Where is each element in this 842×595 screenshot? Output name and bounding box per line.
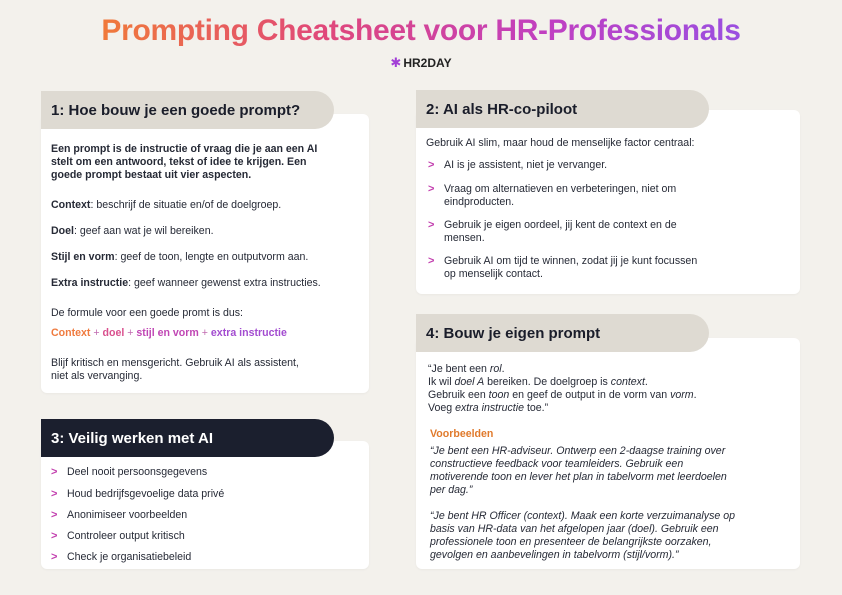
s3-bullet-3: > Anonimiseer voorbeelden (51, 509, 188, 521)
section-4-heading: 4: Bouw je eigen prompt (416, 314, 709, 352)
chevron-right-icon: > (428, 159, 435, 171)
s4-examples-label: Voorbeelden (430, 428, 494, 440)
s1-formula-intro: De formule voor een goede promt is dus: (51, 307, 243, 319)
section-1-heading: 1: Hoe bouw je een goede prompt? (41, 91, 334, 129)
chevron-right-icon: > (428, 219, 435, 231)
s3-bullet-5: > Check je organisatiebeleid (51, 551, 192, 563)
s2-bullet-4: > Gebruik AI om tijd te winnen, zodat jij je kunt focussen op menselijk contact. (428, 255, 698, 280)
chevron-right-icon: > (428, 255, 435, 267)
s2-intro: Gebruik AI slim, maar houd de menselijke factor centraal: (426, 137, 695, 149)
s4-example-1: “Je bent een HR-adviseur. Ontwerp een 2-daagse training over constructieve feedback voor teamleiders. Gebruik een motiverende toon en lever het plan in tabelvorm met leerdoelen per dag.” (430, 445, 727, 496)
chevron-right-icon: > (51, 551, 58, 563)
s3-bullet-2: > Houd bedrijfsgevoelige data privé (51, 488, 225, 500)
section-2-heading: 2: AI als HR-co-piloot (416, 90, 709, 128)
page-title: Prompting Cheatsheet voor HR-Professionals (101, 14, 741, 47)
s4-example-2: “Je bent HR Officer (context). Maak een korte verzuimanalyse op basis van HR-data van het afgelopen jaar (doel). Gebruik een professionele toon en presenteer de belangrijkste oorzaken, gevolgen en aanbevelingen in tabelvorm (stijl/vorm).” (430, 510, 735, 561)
chevron-right-icon: > (51, 488, 58, 500)
chevron-right-icon: > (51, 509, 58, 521)
chevron-right-icon: > (428, 183, 435, 195)
s1-item-context: Context: beschrijf de situatie en/of de doelgroep. (51, 199, 282, 211)
chevron-right-icon: > (51, 466, 58, 478)
section-3-card (41, 441, 369, 569)
s2-bullet-1: > AI is je assistent, niet je vervanger. (428, 159, 608, 171)
s4-template: “Je bent een rol. Ik wil doel A bereiken. De doelgroep is context. Gebruik een toon en geef de output in de vorm van vorm. Voeg extra instructie toe.” (428, 363, 697, 414)
hr2day-logo-icon: ✱ (390, 55, 402, 70)
s1-item-extra: Extra instructie: geef wanneer gewenst extra instructies. (51, 277, 321, 289)
s1-formula: Context + doel + stijl en vorm + extra instructie (51, 327, 287, 339)
s3-bullet-4: > Controleer output kritisch (51, 530, 185, 542)
s1-intro: Een prompt is de instructie of vraag die je aan een AI stelt om een antwoord, tekst of idee te krijgen. Een goede prompt bestaat uit vier aspecten. (51, 143, 318, 181)
section-3-heading: 3: Veilig werken met AI (41, 419, 334, 457)
s3-bullet-1: > Deel nooit persoonsgegevens (51, 466, 208, 478)
s1-item-stijl: Stijl en vorm: geef de toon, lengte en outputvorm aan. (51, 251, 309, 263)
s2-bullet-3: > Gebruik je eigen oordeel, jij kent de context en de mensen. (428, 219, 677, 244)
brand-logo: ✱ HR2DAY (390, 55, 452, 70)
s2-bullet-2: > Vraag om alternatieven en verbeteringen, niet om eindproducten. (428, 183, 677, 208)
chevron-right-icon: > (51, 530, 58, 542)
s1-outro: Blijf kritisch en mensgericht. Gebruik AI als assistent, niet als vervanging. (51, 357, 299, 382)
s1-item-doel: Doel: geef aan wat je wil bereiken. (51, 225, 214, 237)
